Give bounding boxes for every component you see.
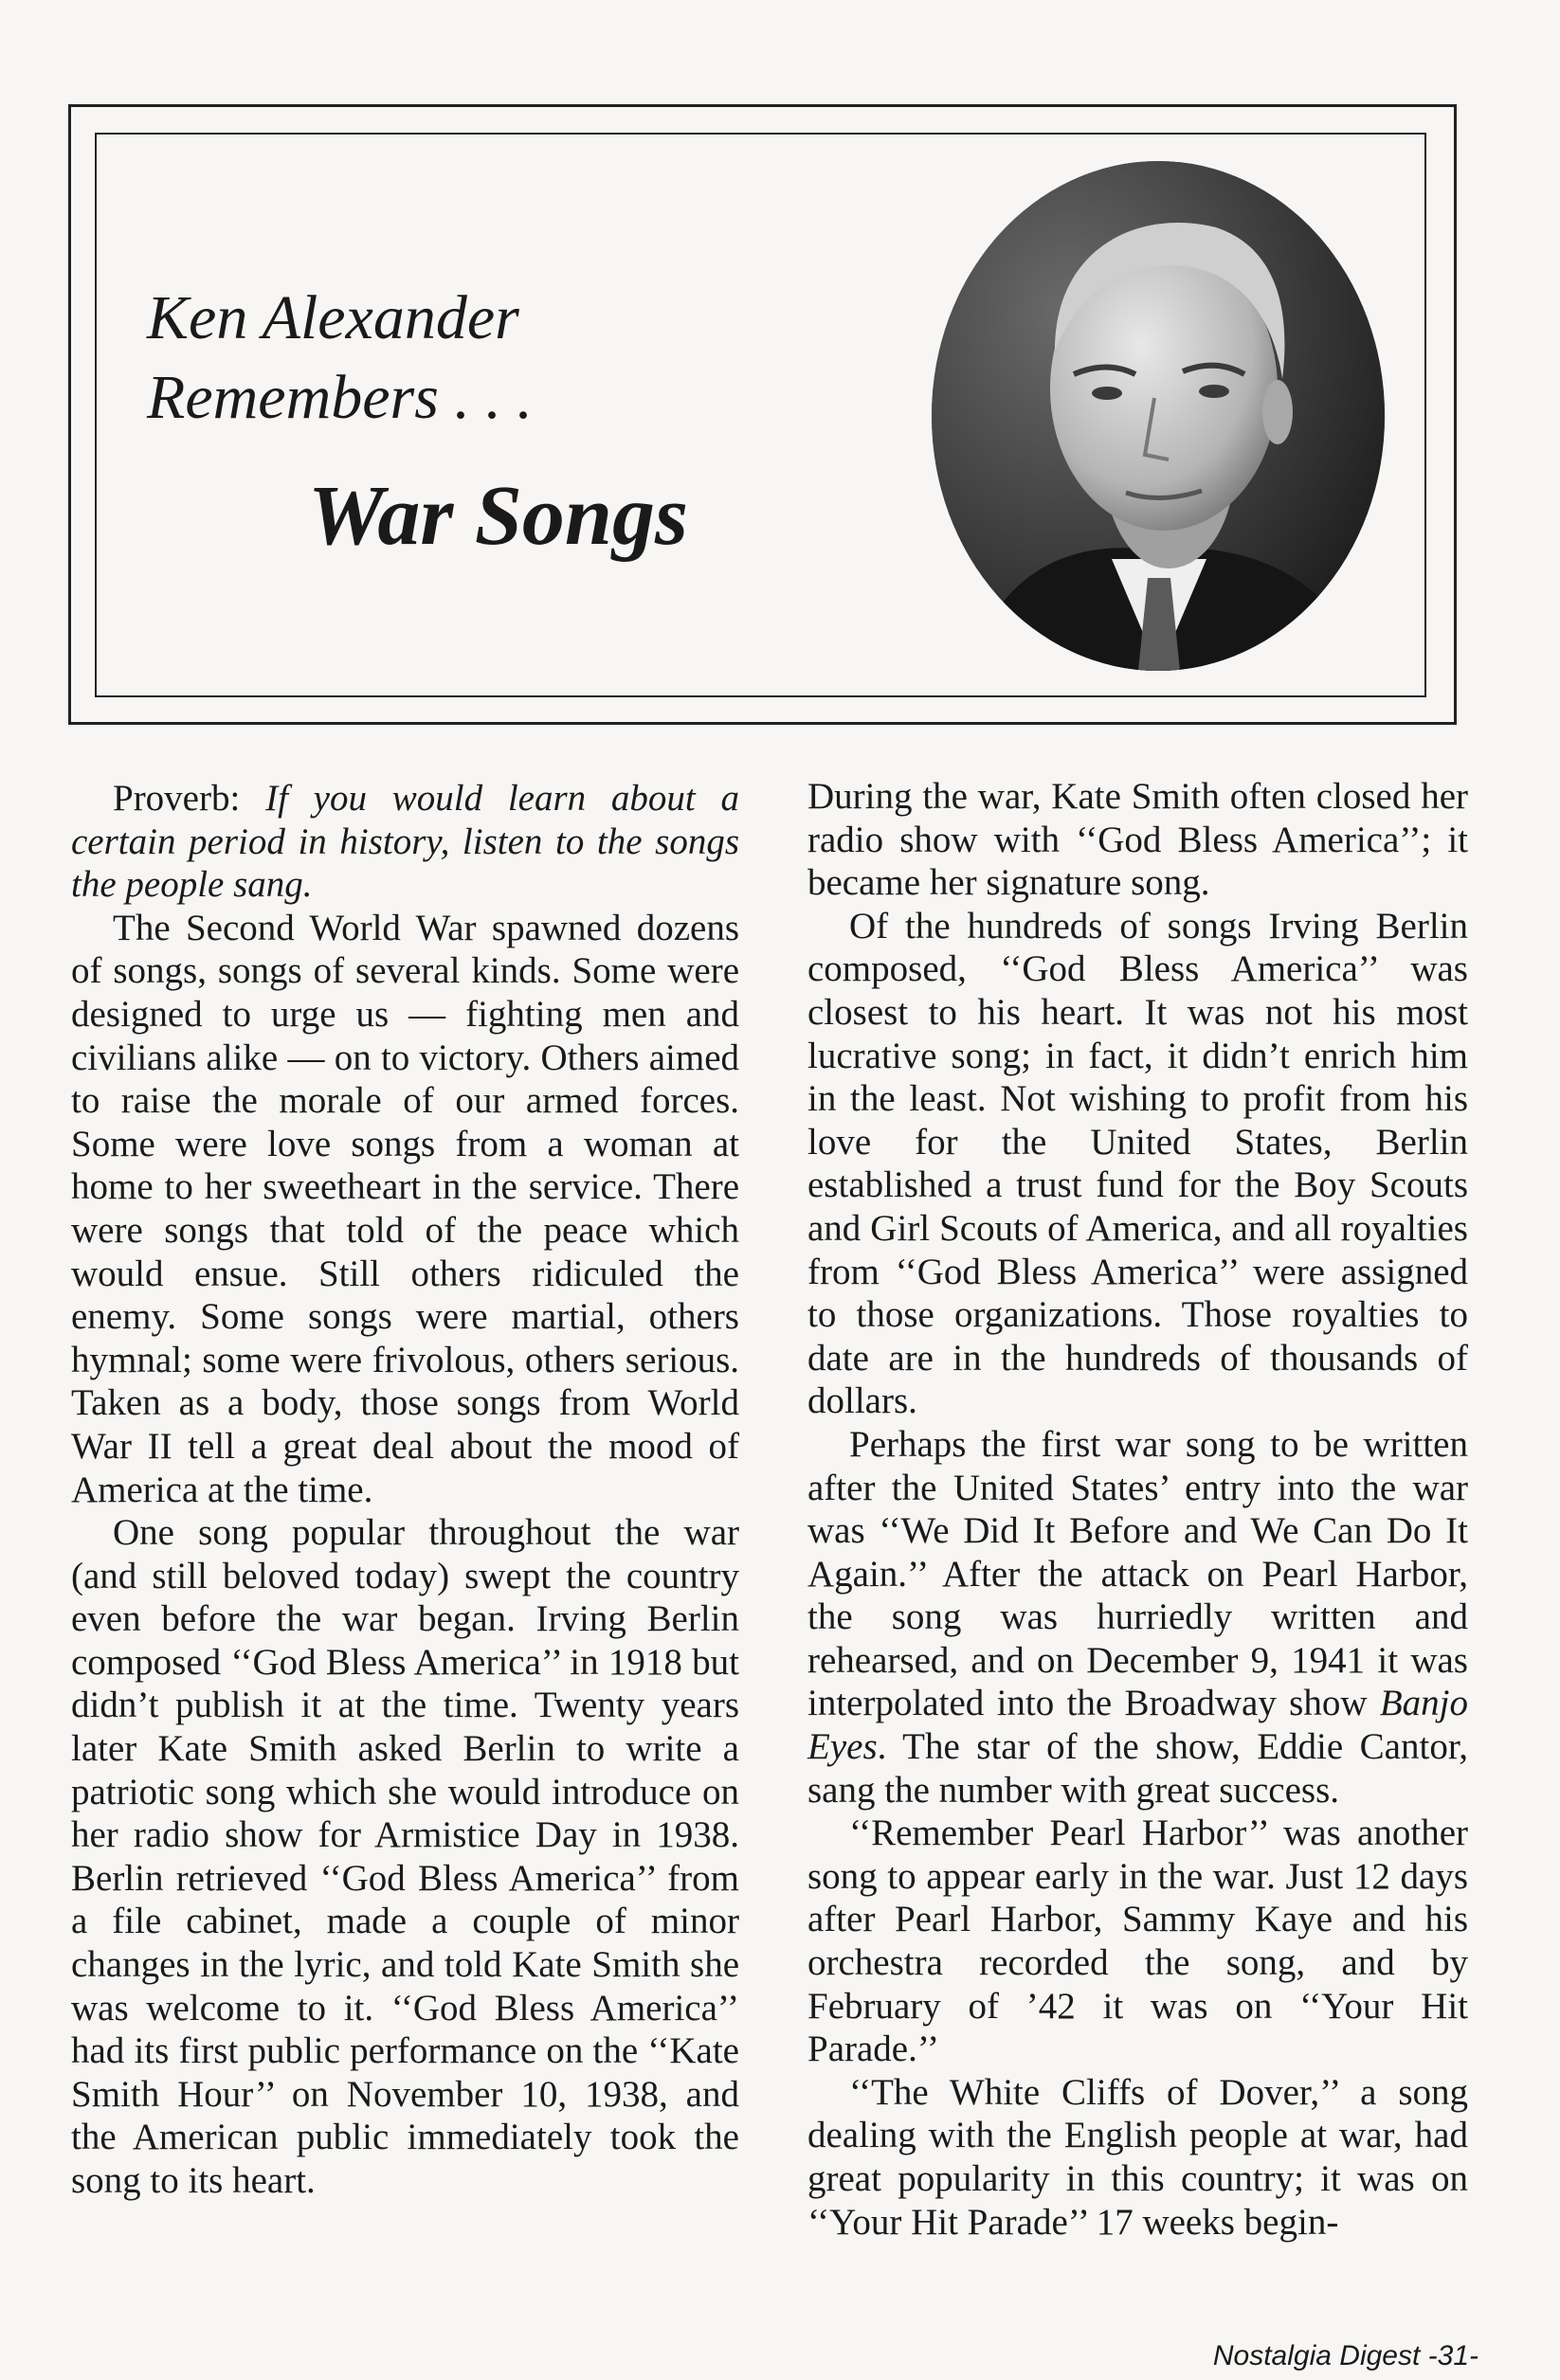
left-column bbox=[71, 777, 739, 2203]
portrait-image bbox=[932, 161, 1385, 671]
paragraph-first-war-song bbox=[807, 1423, 1468, 1812]
title-author: Ken Alexander bbox=[147, 283, 519, 352]
proverb-paragraph bbox=[71, 777, 739, 907]
page-footer: Nostalgia Digest -31- bbox=[1212, 2340, 1478, 2371]
author-portrait bbox=[932, 161, 1385, 671]
paragraph-first-war-song-b: . The star of the show, Eddie Cantor, sang the number with great success. bbox=[807, 1726, 1468, 1811]
proverb-quote: If you would learn about a certain period in history, listen to the songs the people sang. bbox=[71, 778, 740, 906]
paragraph-white-cliffs: ‘‘The White Cliffs of Dover,’’ a song dealing with the English people at war, had great popularity in this country; it was on ‘‘Your Hit Parade’’ 17 weeks begin- bbox=[807, 2071, 1468, 2243]
paragraph-irving-berlin: Of the hundreds of songs Irving Berlin composed, ‘‘God Bless America’’ was closest to his heart. It was not his most lucrative song; in fact, it didn’t enrich him in the least. Not wishing to profit from his love for the United States, Berlin established a trust fund for the Boy Scouts and Girl Scouts of America, and all royalties from ‘‘God Bless America’’ were assigned to those organizations. Those royalties to date are in the hundreds of thousands of dollars. bbox=[807, 905, 1468, 1422]
paragraph-first-war-song-a: Perhaps the first war song to be written after the United States’ entry into the war was ‘‘We Did It Before and We Can Do It Again.’’ After the attack on Pearl Harbor, the song was hurriedly written and rehearsed, and on December 9, 1941 it was interpolated into the Broadway show bbox=[807, 1423, 1468, 1724]
paragraph-second-world-war: The Second World War spawned dozens of songs, songs of several kinds. Some were designed to urge us — fighting men and civilians alike — on to victory. Others aimed to raise the morale of our armed forces. Some were love songs from a woman at home to her sweetheart in the service. There were songs that told of the peace which would ensue. Still others ridiculed the enemy. Some songs were martial, others hymnal; some were frivolous, others serious. Taken as a body, those songs from World War II tell a great deal about the mood of America at the time. bbox=[71, 907, 739, 1510]
paragraph-remember-pearl-harbor: ‘‘Remember Pearl Harbor’’ was another song to appear early in the war. Just 12 days after Pearl Harbor, Sammy Kaye and his orchestra recorded the song, and by February of ’42 it was on ‘‘Your Hit Parade.’’ bbox=[807, 1812, 1468, 2070]
proverb-lead: Proverb: bbox=[113, 778, 266, 819]
paragraph-god-bless-america: One song popular throughout the war (and still beloved today) swept the country even before the war began. Irving Berlin composed ‘‘God Bless America’’ in 1918 but didn’t publish it at the time. Twenty years later Kate Smith asked Berlin to write a patriotic song which she would introduce on her radio show for Armistice Day in 1938. Berlin retrieved ‘‘God Bless America’’ from a file cabinet, made a couple of minor changes in the lyric, and told Kate Smith she was welcome to it. ‘‘God Bless America’’ had its first public performance on the ‘‘Kate Smith Hour’’ on November 10, 1938, and the American public immediately took the song to its heart. bbox=[71, 1512, 739, 2201]
show-title: Banjo Eyes bbox=[807, 1683, 1468, 1768]
title-remembers: Remembers . . . bbox=[147, 363, 533, 432]
right-column bbox=[807, 775, 1468, 2244]
paragraph-kate-smith: During the war, Kate Smith often closed her radio show with ‘‘God Bless America’’; it became her signature song. bbox=[807, 776, 1468, 904]
title-main: War Songs bbox=[308, 469, 689, 563]
